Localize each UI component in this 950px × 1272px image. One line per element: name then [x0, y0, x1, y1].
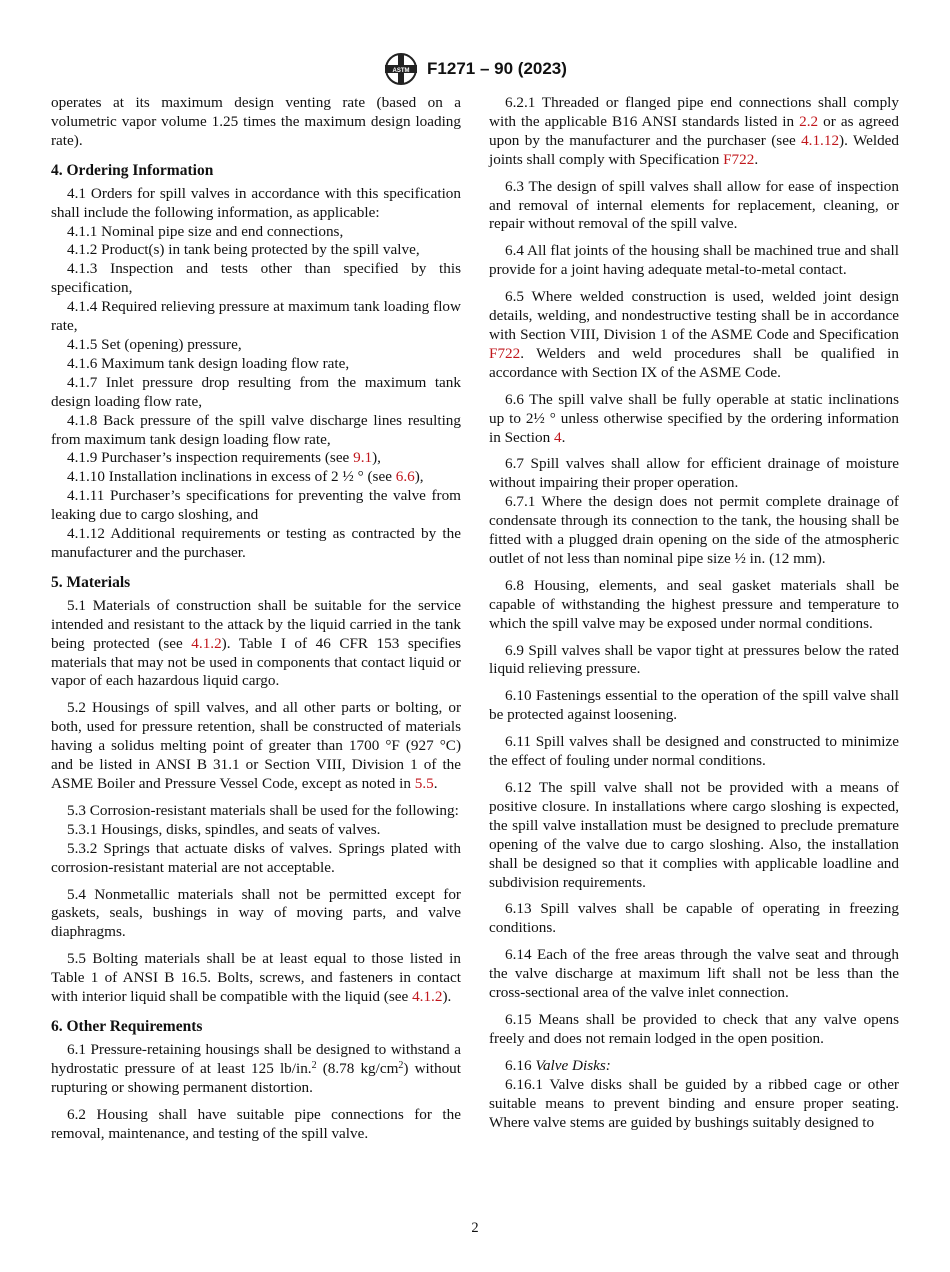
- cross-reference-link[interactable]: 6.6: [395, 468, 415, 486]
- section-heading-materials: 5. Materials: [51, 573, 131, 591]
- cross-reference-link[interactable]: 4.1.12: [801, 131, 840, 149]
- paragraph: 6.14 Each of the free areas through the valve seat and through the valve discharge at maximum lift shall not be less than the cross-sectional area of the valve inlet connection.: [489, 946, 899, 1002]
- list-item: 4.1.9 Purchaser’s inspection requirements (see 9.1),: [67, 449, 381, 467]
- cross-reference-link[interactable]: 4.1.2: [412, 988, 443, 1006]
- paragraph: 6.4 All flat joints of the housing shall be machined true and shall provide for a joint having adequate metal-to-metal contact.: [489, 242, 899, 279]
- paragraph: 4.1 Orders for spill valves in accordance with this specification shall include the following information, as applicable:: [51, 184, 461, 221]
- paragraph: 5.2 Housings of spill valves, and all other parts or bolting, or both, used for pressure retention, shall be constructed of materials having a solidus melting point of greater than 1700 °F (927 °C) and be listed in ANSI B 31.1 or Section VIII, Division 1 of the ASME Boiler and Pressure Vessel Code, except as noted in 5.5.: [51, 699, 461, 792]
- list-item: 4.1.3 Inspection and tests other than specified by this specification,: [51, 260, 461, 297]
- paragraph: operates at its maximum design venting rate (based on a volumetric vapor volume 1.25 times the maximum design loading rate).: [51, 94, 461, 149]
- page-number: 2: [471, 1220, 479, 1236]
- list-item: 4.1.2 Product(s) in tank being protected by the spill valve,: [67, 241, 420, 259]
- list-item: 4.1.8 Back pressure of the spill valve discharge lines resulting from maximum tank design loading flow rate,: [51, 411, 461, 448]
- paragraph: 6.8 Housing, elements, and seal gasket materials shall be capable of withstanding the highest pressure and temperature to which the spill valve may be exposed under normal conditions.: [489, 576, 899, 632]
- paragraph: 6.7 Spill valves shall allow for efficient drainage of moisture without impairing their proper operation.: [489, 455, 899, 492]
- paragraph: 6.2 Housing shall have suitable pipe connections for the removal, maintenance, and testing of the spill valve.: [51, 1105, 461, 1142]
- section-heading-other-requirements: 6. Other Requirements: [51, 1017, 203, 1035]
- cross-reference-link[interactable]: 9.1: [353, 449, 373, 467]
- paragraph: 6.9 Spill valves shall be vapor tight at pressures below the rated liquid relieving pressure.: [489, 641, 899, 678]
- page-header: [0, 52, 950, 86]
- paragraph: 6.12 The spill valve shall not be provided with a means of positive closure. In installations where cargo sloshing is expected, the spill valve installation must be designed to preclude premature opening of the valve due to cargo sloshing. Also, the installation shall be designed so that it complies with applicable loadline and subdivision requirements.: [489, 779, 899, 891]
- paragraph: 6.6 The spill valve shall be fully operable at static inclinations up to 2½ ° unless otherwise specified by the ordering information in Section 4.: [489, 390, 899, 446]
- paragraph: 6.16.1 Valve disks shall be guided by a ribbed cage or other suitable means to prevent binding and ensure proper seating. Where valve stems are guided by bushings suitably designed to: [489, 1075, 899, 1131]
- left-column: [51, 94, 461, 1144]
- list-item: 4.1.1 Nominal pipe size and end connections,: [67, 222, 344, 240]
- paragraph: 6.13 Spill valves shall be capable of operating in freezing conditions.: [489, 900, 899, 937]
- cross-reference-link[interactable]: 2.2: [799, 112, 819, 130]
- list-item: 4.1.5 Set (opening) pressure,: [67, 335, 242, 353]
- paragraph: 6.3 The design of spill valves shall allow for ease of inspection and removal of internal elements for replacement, cleaning, or repair without removal of the spill valve.: [489, 177, 899, 233]
- paragraph: 6.2.1 Threaded or flanged pipe end connections shall comply with the applicable B16 ANSI standards listed in 2.2 or as agreed upon by the manufacturer and the purchaser (see 4.1.12). Welded joints shall comply with Specification F722.: [489, 94, 899, 168]
- paragraph: 6.1 Pressure-retaining housings shall be designed to withstand a hydrostatic pressure of at least 125 lb/in.$^2$ (8.78 $kg/cm^2$) without rupturing or showing permanent distortion.: [51, 1040, 461, 1096]
- cross-reference-link[interactable]: F722: [723, 150, 755, 168]
- list-item: 4.1.6 Maximum tank design loading flow rate,: [67, 354, 350, 372]
- paragraph: 5.1 Materials of construction shall be suitable for the service intended and resistant to the attack by the liquid carried in the tank being protected (see 4.1.2). Table I of 46 CFR 153 specifies materials that may not be used in components that contact liquid or vapor of each hazardous liquid cargo.: [51, 596, 461, 690]
- document-designation: F1271 – 90 (2023): [427, 58, 567, 78]
- paragraph: 5.3 Corrosion-resistant materials shall be used for the following:: [67, 801, 459, 819]
- cross-reference-link[interactable]: F722: [489, 344, 521, 362]
- paragraph: 6.11 Spill valves shall be designed and constructed to minimize the effect of fouling under normal conditions.: [489, 733, 899, 770]
- list-item: 4.1.7 Inlet pressure drop resulting from the maximum tank design loading flow rate,: [51, 373, 461, 410]
- list-item: 5.3.2 Springs that actuate disks of valves. Springs plated with corrosion-resistant material are not acceptable.: [51, 839, 461, 876]
- right-column: [489, 94, 899, 1132]
- section-heading-ordering-information: 4. Ordering Information: [51, 161, 214, 179]
- astm-logo-icon: [383, 52, 419, 86]
- cross-reference-link[interactable]: 4.1.2: [191, 634, 222, 652]
- cross-reference-link[interactable]: 4: [553, 428, 562, 446]
- paragraph: 6.15 Means shall be provided to check that any valve opens freely and does not remain lodged in the open position.: [489, 1010, 899, 1047]
- paragraph: 6.10 Fastenings essential to the operation of the spill valve shall be protected against loosening.: [489, 687, 899, 724]
- paragraph: 5.5 Bolting materials shall be at least equal to those listed in Table 1 of ANSI B 16.5. Bolts, screws, and fasteners in contact with interior liquid shall be compatible with the liquid (see 4.1.2).: [51, 950, 461, 1006]
- list-item: 4.1.12 Additional requirements or testing as contracted by the manufacturer and the purchaser.: [51, 525, 461, 561]
- paragraph: 6.5 Where welded construction is used, welded joint design details, welding, and nondestructive testing shall be in accordance with Section VIII, Division 1 of the ASME Code and Specification F722. Welders and weld procedures shall be qualified in accordance with Section IX of the ASME Code.: [489, 288, 899, 381]
- svg-text:ASTM: ASTM: [392, 68, 410, 74]
- list-item: 4.1.10 Installation inclinations in excess of 2 ½ ° (see 6.6),: [67, 468, 424, 486]
- list-item: 4.1.11 Purchaser’s specifications for preventing the valve from leaking due to cargo sloshing, and: [51, 487, 461, 524]
- list-item: 4.1.4 Required relieving pressure at maximum tank loading flow rate,: [51, 298, 461, 335]
- list-item: 5.3.1 Housings, disks, spindles, and seats of valves.: [67, 820, 381, 838]
- cross-reference-link[interactable]: 5.5: [414, 775, 434, 792]
- paragraph: 6.7.1 Where the design does not permit complete drainage of condensate through its connection to the tank, the housing shall be fitted with a plugged drain opening on the side of the atmospheric outlet of not less than nominal pipe size ½ in. (12 mm).: [489, 493, 899, 567]
- paragraph: 5.4 Nonmetallic materials shall not be permitted except for gaskets, seals, bushings in way of moving parts, and valve diaphragms.: [51, 885, 461, 941]
- subsection-heading-valve-disks: 6.16 Valve Disks:: [505, 1056, 611, 1074]
